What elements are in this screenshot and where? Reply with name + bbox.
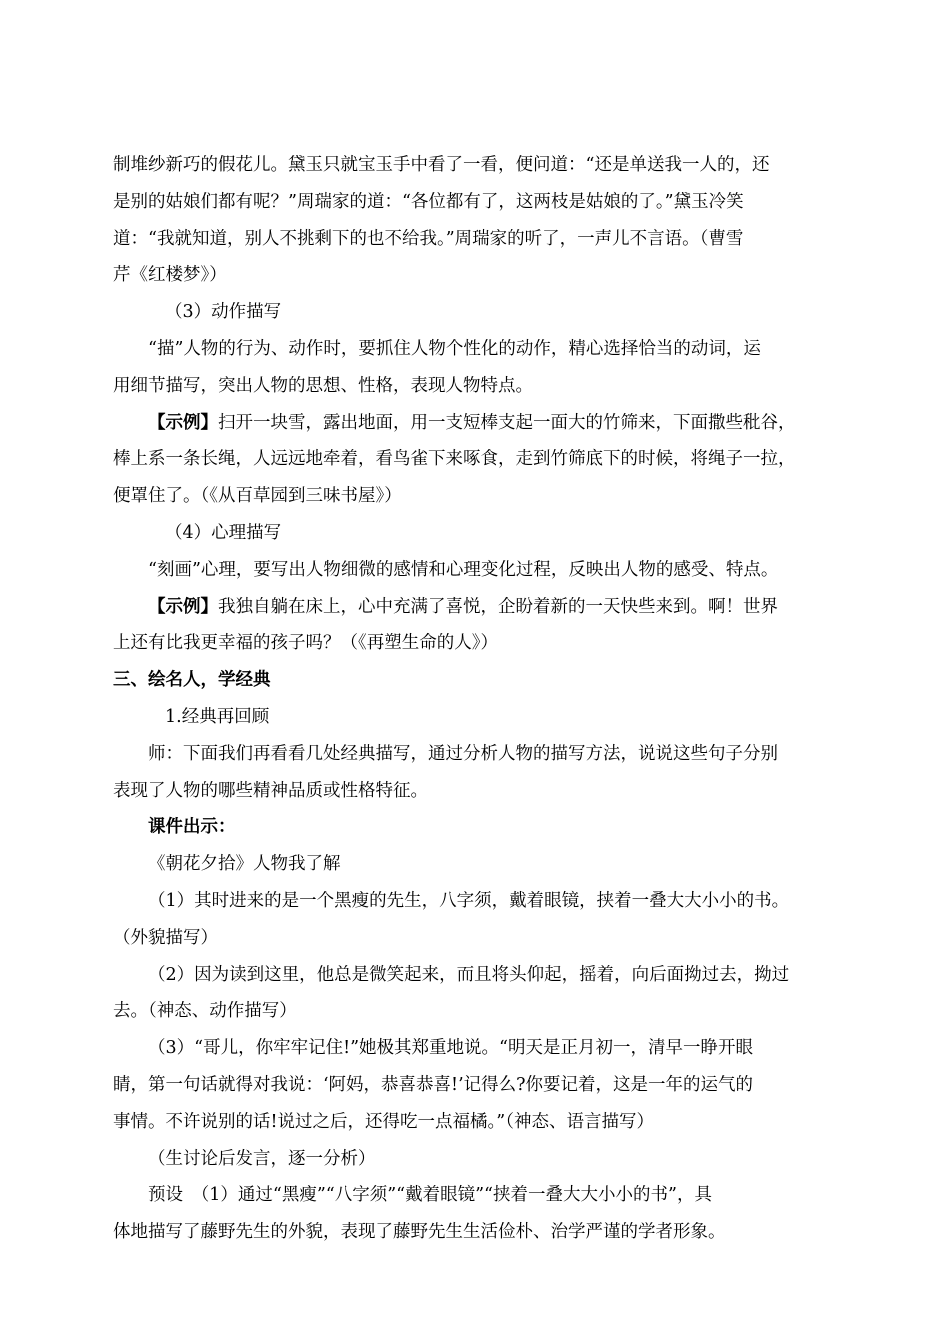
section-heading: 三、绘名人，学经典 (113, 670, 271, 691)
text-line: 事情。不许说别的话!说过之后，还得吃一点福橘。”（神态、语言描写） (113, 1111, 654, 1132)
example-text: 扫开一块雪，露出地面，用一支短棒支起一面大的竹筛来，下面撒些秕谷， (218, 412, 796, 433)
text-line: 睛，第一句话就得对我说：‘阿妈，恭喜恭喜!’记得么?你要记着，这是一年的运气的 (113, 1074, 754, 1095)
text-line: 是别的姑娘们都有呢？”周瑞家的道：“各位都有了，这两枝是姑娘的了。”黛玉冷笑 (113, 191, 744, 212)
document-page (113, 147, 843, 1251)
text-line: 预设 （1）通过“黑瘦”“八字须”“戴着眼镜”“挟着一叠大大小小的书”，具 (148, 1185, 712, 1206)
subheading-action: （3）动作描写 (165, 302, 282, 323)
text-line: 《朝花夕拾》人物我了解 (148, 854, 341, 875)
text-line: 道：“我就知道，别人不挑剩下的也不给我。”周瑞家的听了，一声儿不言语。（曹雪 (113, 228, 744, 249)
subheading-psychology: （4）心理描写 (165, 522, 282, 543)
text-line: 去。（神态、动作描写） (113, 1001, 297, 1022)
example-line (113, 589, 843, 626)
text-line: （3）“哥儿，你牢牢记住!”她极其郑重地说。“明天是正月初一，清早一睁开眼 (148, 1038, 754, 1059)
example-text: 我独自躺在床上，心中充满了喜悦，企盼着新的一天快些来到。啊！世界 (218, 596, 778, 617)
courseware-label: 课件出示： (148, 817, 236, 838)
text-line: 用细节描写，突出人物的思想、性格，表现人物特点。 (113, 375, 533, 396)
text-line: （2）因为读到这里，他总是微笑起来，而且将头仰起，摇着，向后面拗过去，拗过 (148, 964, 790, 985)
text-line: （生讨论后发言，逐一分析） (148, 1148, 376, 1169)
text-line: 表现了人物的哪些精神品质或性格特征。 (113, 780, 428, 801)
text-line: 芹《红楼梦》） (113, 265, 227, 286)
example-tag: 【示例】 (148, 412, 218, 433)
text-line: 上还有比我更幸福的孩子吗？（《再塑生命的人》） (113, 633, 498, 654)
text-line: （1）其时进来的是一个黑瘦的先生，八字须，戴着眼镜，挟着一叠大大小小的书。 (148, 890, 790, 911)
text-line: “描”人物的行为、动作时，要抓住人物个性化的动作，精心选择恰当的动词，运 (148, 338, 761, 359)
text-line: （外貌描写） (113, 927, 218, 948)
text-line: 便罩住了。（《从百草园到三味书屋》） (113, 486, 402, 507)
example-tag: 【示例】 (148, 596, 218, 617)
example-line (113, 405, 843, 442)
subheading-review: 1.经典再回顾 (165, 706, 270, 727)
text-line: 体地描写了藤野先生的外貌，表现了藤野先生生活俭朴、治学严谨的学者形象。 (113, 1222, 726, 1243)
text-line: 师：下面我们再看看几处经典描写，通过分析人物的描写方法，说说这些句子分别 (148, 743, 778, 764)
text-line: 棒上系一条长绳，人远远地牵着，看鸟雀下来啄食，走到竹筛底下的时候，将绳子一拉， (113, 449, 796, 470)
text-line: “刻画”心理，要写出人物细微的感情和心理变化过程，反映出人物的感受、特点。 (148, 559, 779, 580)
text-line: 制堆纱新巧的假花儿。黛玉只就宝玉手中看了一看，便问道：“还是单送我一人的，还 (113, 155, 770, 175)
